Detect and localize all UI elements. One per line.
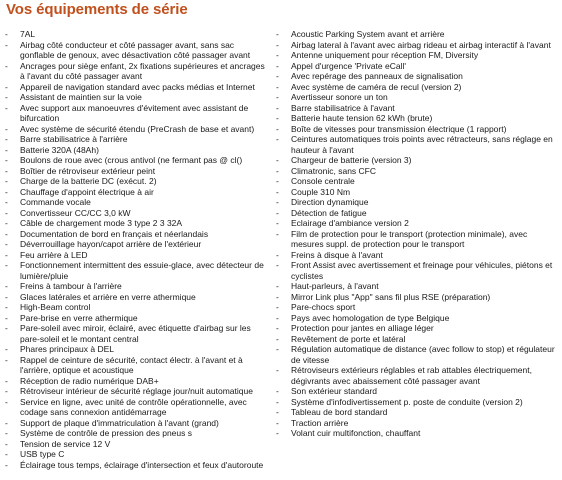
list-bullet: -	[276, 312, 279, 323]
list-bullet: -	[276, 291, 279, 302]
list-item-text: Couple 310 Nm	[291, 186, 351, 197]
list-item-text: Régulation automatique de distance (avec follow to stop) et régulateur de vitesse	[291, 344, 555, 365]
list-item	[276, 218, 558, 229]
list-item-text: Traction arrière	[291, 417, 349, 428]
list-item-text: Pare-chocs sport	[291, 302, 356, 312]
list-item	[276, 407, 558, 418]
list-bullet: -	[5, 176, 8, 186]
list-bullet: -	[5, 144, 8, 155]
list-item-text: Ceintures automatiques trois points avec rétracteurs, sans réglage en hauteur à l'avant	[291, 134, 553, 155]
list-bullet: -	[5, 386, 8, 396]
list-bullet: -	[276, 228, 279, 239]
list-item-text: 7AL	[20, 29, 36, 39]
list-bullet: -	[5, 354, 8, 365]
list-bullet: -	[5, 344, 8, 354]
list-item	[5, 418, 267, 429]
list-bullet: -	[5, 29, 8, 39]
list-item-text: Airbag côté conducteur et côté passager avant, sans sac gonflable de genoux, avec désactivation côté passager avant	[20, 39, 251, 60]
list-item-text: Service en ligne, avec unité de contrôle opérationnelle, avec codage sans connexion antidémarrage	[20, 396, 247, 417]
list-item-text: Batterie haute tension 62 kWh (brute)	[291, 113, 433, 123]
list-item	[276, 82, 558, 93]
list-bullet: -	[5, 123, 8, 134]
list-item	[5, 218, 267, 229]
list-bullet: -	[5, 60, 8, 71]
list-item	[276, 397, 558, 408]
list-bullet: -	[5, 302, 8, 312]
list-item	[276, 113, 558, 124]
list-item-text: Pare-soleil avec miroir, éclairé, avec étiquette d'airbag sur les pare-soleil et le montant central	[20, 323, 251, 344]
equipment-list-left	[5, 29, 267, 470]
list-item-text: Rétroviseur intérieur de sécurité réglage jour/nuit automatique	[20, 386, 253, 396]
list-item	[5, 82, 267, 93]
list-bullet: -	[276, 218, 279, 228]
list-item-text: Commande vocale	[20, 197, 91, 207]
list-bullet: -	[276, 207, 279, 218]
list-item	[276, 29, 558, 40]
list-item	[276, 61, 558, 72]
list-item-text: Appel d'urgence 'Private eCall'	[291, 60, 406, 71]
list-item	[5, 176, 267, 187]
list-item	[276, 50, 558, 61]
list-item-text: Câble de chargement mode 3 type 2 3 32A	[20, 218, 183, 228]
list-item	[5, 386, 267, 397]
list-item	[5, 166, 267, 177]
list-item-text: Direction dynamique	[291, 197, 369, 207]
list-item	[5, 208, 267, 219]
list-item-text: Assistant de maintien sur la voie	[20, 92, 142, 102]
list-item-text: Éclairage tous temps, éclairage d'intersection et feux d'autoroute	[20, 459, 264, 470]
list-item	[5, 292, 267, 303]
list-bullet: -	[5, 438, 8, 449]
list-item-text: Antenne uniquement pour réception FM, Diversity	[291, 50, 479, 60]
list-bullet: -	[5, 291, 8, 302]
list-item-text: Boîtier de rétroviseur extérieur peint	[20, 165, 156, 176]
list-item-text: Déverrouillage hayon/capot arrière de l'extérieur	[20, 239, 202, 249]
list-item	[276, 40, 558, 51]
list-bullet: -	[276, 71, 279, 81]
list-bullet: -	[5, 218, 8, 228]
list-item-text: Volant cuir multifonction, chauffant	[291, 428, 421, 438]
list-item	[276, 428, 558, 439]
list-item	[276, 313, 558, 324]
list-bullet: -	[5, 375, 8, 386]
list-item-text: Boulons de roue avec (crous antivol (ne fermant pas @ cl()	[20, 155, 243, 165]
list-item	[5, 187, 267, 198]
list-bullet: -	[5, 396, 8, 407]
list-item	[276, 124, 558, 135]
list-bullet: -	[276, 407, 279, 417]
list-item-text: Chargeur de batterie (version 3)	[291, 155, 412, 165]
list-item	[5, 281, 267, 292]
equipment-list-right	[276, 29, 558, 439]
list-item	[5, 61, 267, 82]
list-bullet: -	[276, 344, 279, 354]
list-item-text: Ancrages pour siège enfant, 2x fixations supérieures et ancrages à l'avant du côté passager avant	[20, 60, 265, 81]
list-bullet: -	[5, 260, 8, 270]
list-item-text: Barre stabilisatrice à l'avant	[291, 102, 395, 113]
list-item-text: Airbag lateral à l'avant avec airbag rideau et airbag interactif à l'avant	[291, 39, 551, 50]
list-bullet: -	[276, 197, 279, 207]
list-item-text: Fonctionnement intermittent des essuie-glace, avec détecteur de lumière/pluie	[20, 260, 264, 281]
list-item-text: Console centrale	[291, 176, 355, 186]
list-item	[276, 208, 558, 219]
list-item	[5, 439, 267, 450]
list-item-text: Phares principaux à DEL	[20, 344, 115, 354]
list-bullet: -	[5, 312, 8, 323]
list-item-text: Chauffage d'appoint électrique à air	[20, 186, 154, 197]
list-item-text: Avec support aux manoeuvres d'évitement avec assistant de bifurcation	[20, 102, 249, 123]
list-item-text: Tableau de bord standard	[291, 407, 388, 417]
list-item-text: Réception de radio numérique DAB+	[20, 375, 159, 386]
list-item	[276, 229, 558, 250]
list-item	[276, 334, 558, 345]
list-item-text: Détection de fatigue	[291, 207, 367, 218]
list-item-text: Acoustic Parking System avant et arrière	[291, 29, 445, 39]
list-item-text: Son extérieur standard	[291, 386, 377, 396]
list-bullet: -	[276, 134, 279, 144]
list-bullet: -	[276, 39, 279, 50]
list-item-text: Pays avec homologation de type Belgique	[291, 312, 450, 323]
list-bullet: -	[5, 449, 8, 459]
list-item	[5, 449, 267, 460]
list-item	[276, 134, 558, 155]
list-bullet: -	[276, 302, 279, 312]
list-item-text: Pare-brise en verre athermique	[20, 312, 138, 323]
list-bullet: -	[276, 113, 279, 123]
list-item-text: Support de plaque d'immatriculation à l'avant (grand)	[20, 417, 219, 428]
list-item	[276, 365, 558, 386]
list-item-text: Système de contrôle de pression des pneus s	[20, 428, 192, 438]
list-item-text: Charge de la batterie DC (exécut. 2)	[20, 176, 157, 186]
list-item	[5, 229, 267, 240]
list-item-text: Batterie 320A (48Ah)	[20, 144, 99, 155]
list-item-text: Feu arrière à LED	[20, 249, 88, 260]
list-item-text: Freins à disque à l'avant	[291, 249, 383, 260]
list-bullet: -	[5, 39, 8, 50]
list-item	[276, 292, 558, 303]
list-item-text: Boîte de vitesses pour transmission électrique (1 rapport)	[291, 123, 507, 134]
list-item-text: Appareil de navigation standard avec packs médias et Internet	[20, 81, 255, 92]
list-bullet: -	[276, 323, 279, 333]
list-bullet: -	[5, 417, 8, 428]
list-item	[5, 124, 267, 135]
list-item	[5, 344, 267, 355]
list-item-text: Protection pour jantes en alliage léger	[291, 323, 434, 333]
list-bullet: -	[5, 323, 8, 333]
list-item	[276, 302, 558, 313]
list-item-text: Revêtement de porte et latéral	[291, 333, 406, 344]
list-item-text: Climatronic, sans CFC	[291, 165, 377, 176]
list-item	[5, 355, 267, 376]
list-item	[276, 176, 558, 187]
list-item	[5, 40, 267, 61]
list-item	[276, 187, 558, 198]
list-item	[5, 145, 267, 156]
list-item-text: Haut-parleurs, à l'avant	[291, 281, 379, 291]
list-item	[5, 92, 267, 103]
list-bullet: -	[276, 155, 279, 165]
list-bullet: -	[276, 333, 279, 344]
list-item-text: High-Beam control	[20, 302, 91, 312]
list-item	[5, 239, 267, 250]
list-bullet: -	[276, 428, 279, 438]
list-item-text: Rétroviseurs extérieurs réglables et rab attables électriquement, dégivrants avec abaissement côté passager avant	[291, 365, 532, 386]
list-bullet: -	[276, 102, 279, 113]
list-bullet: -	[5, 186, 8, 197]
page-title: Vos équipements de série	[6, 1, 188, 18]
list-bullet: -	[5, 165, 8, 176]
list-item	[276, 103, 558, 114]
list-item	[276, 281, 558, 292]
list-bullet: -	[5, 249, 8, 260]
list-bullet: -	[276, 386, 279, 396]
list-item	[5, 155, 267, 166]
list-item	[5, 323, 267, 344]
list-item	[5, 302, 267, 313]
list-item	[5, 197, 267, 208]
list-bullet: -	[5, 428, 8, 438]
list-bullet: -	[276, 365, 279, 375]
list-bullet: -	[5, 459, 8, 470]
list-item	[276, 166, 558, 177]
list-bullet: -	[276, 123, 279, 134]
list-bullet: -	[276, 92, 279, 102]
list-item	[276, 92, 558, 103]
list-bullet: -	[5, 102, 8, 113]
list-item	[5, 103, 267, 124]
list-bullet: -	[5, 134, 8, 144]
list-item	[5, 260, 267, 281]
list-item	[276, 71, 558, 82]
list-item	[276, 386, 558, 397]
list-item-text: Barre stabilisatrice à l'arrière	[20, 134, 128, 144]
list-item-text: Documentation de bord en français et néerlandais	[20, 228, 209, 239]
list-item-text: Avec repérage des panneaux de signalisation	[291, 71, 463, 81]
list-item	[276, 418, 558, 429]
list-bullet: -	[276, 281, 279, 291]
list-item-text: Avec système de caméra de recul (version 2)	[291, 81, 462, 92]
list-bullet: -	[276, 260, 279, 270]
list-bullet: -	[276, 60, 279, 71]
list-item	[276, 344, 558, 365]
list-item	[5, 397, 267, 418]
list-item-text: Glaces latérales et arrière en verre athermique	[20, 291, 196, 302]
list-item-text: Convertisseur CC/CC 3,0 kW	[20, 207, 131, 218]
list-bullet: -	[276, 417, 279, 428]
list-item-text: Eclairage d'ambiance version 2	[291, 218, 409, 228]
list-bullet: -	[276, 186, 279, 197]
list-bullet: -	[5, 239, 8, 249]
list-bullet: -	[5, 228, 8, 239]
list-bullet: -	[276, 50, 279, 60]
list-bullet: -	[5, 92, 8, 102]
list-item	[5, 250, 267, 261]
list-bullet: -	[5, 281, 8, 291]
list-item	[5, 313, 267, 324]
list-item	[276, 260, 558, 281]
list-bullet: -	[276, 165, 279, 176]
list-item	[5, 460, 267, 471]
list-item-text: USB type C	[20, 449, 65, 459]
list-bullet: -	[276, 249, 279, 260]
list-bullet: -	[5, 155, 8, 165]
list-item-text: Film de protection pour le transport (protection minimale), avec mesures suppl. de protection pour le transport	[291, 228, 528, 249]
list-item-text: Avertisseur sonore un ton	[291, 92, 388, 102]
list-bullet: -	[276, 81, 279, 92]
list-item	[276, 250, 558, 261]
list-item	[5, 428, 267, 439]
list-bullet: -	[5, 81, 8, 92]
list-bullet: -	[5, 197, 8, 207]
list-bullet: -	[276, 176, 279, 186]
list-bullet: -	[5, 207, 8, 218]
list-item	[276, 155, 558, 166]
list-item-text: Rappel de ceinture de sécurité, contact électr. à l'avant et à l'arrière, optique et acoustique	[20, 354, 243, 375]
list-item-text: Système d'infodivertissement p. poste de conduite (version 2)	[291, 396, 523, 407]
list-item-text: Avec système de sécurité étendu (PreCrash de base et avant)	[20, 123, 255, 134]
list-item-text: Front Assist avec avertissement et freinage pour véhicules, piétons et cyclistes	[291, 260, 553, 281]
list-item-text: Freins à tambour à l'arrière	[20, 281, 122, 291]
list-item	[276, 323, 558, 334]
list-item-text: Tension de service 12 V	[20, 438, 111, 449]
list-item	[5, 376, 267, 387]
list-bullet: -	[276, 396, 279, 407]
list-item	[5, 29, 267, 40]
list-item	[276, 197, 558, 208]
list-bullet: -	[276, 29, 279, 39]
list-item-text: Mirror Link plus "App" sans fil plus RSE (préparation)	[291, 291, 491, 302]
list-item	[5, 134, 267, 145]
